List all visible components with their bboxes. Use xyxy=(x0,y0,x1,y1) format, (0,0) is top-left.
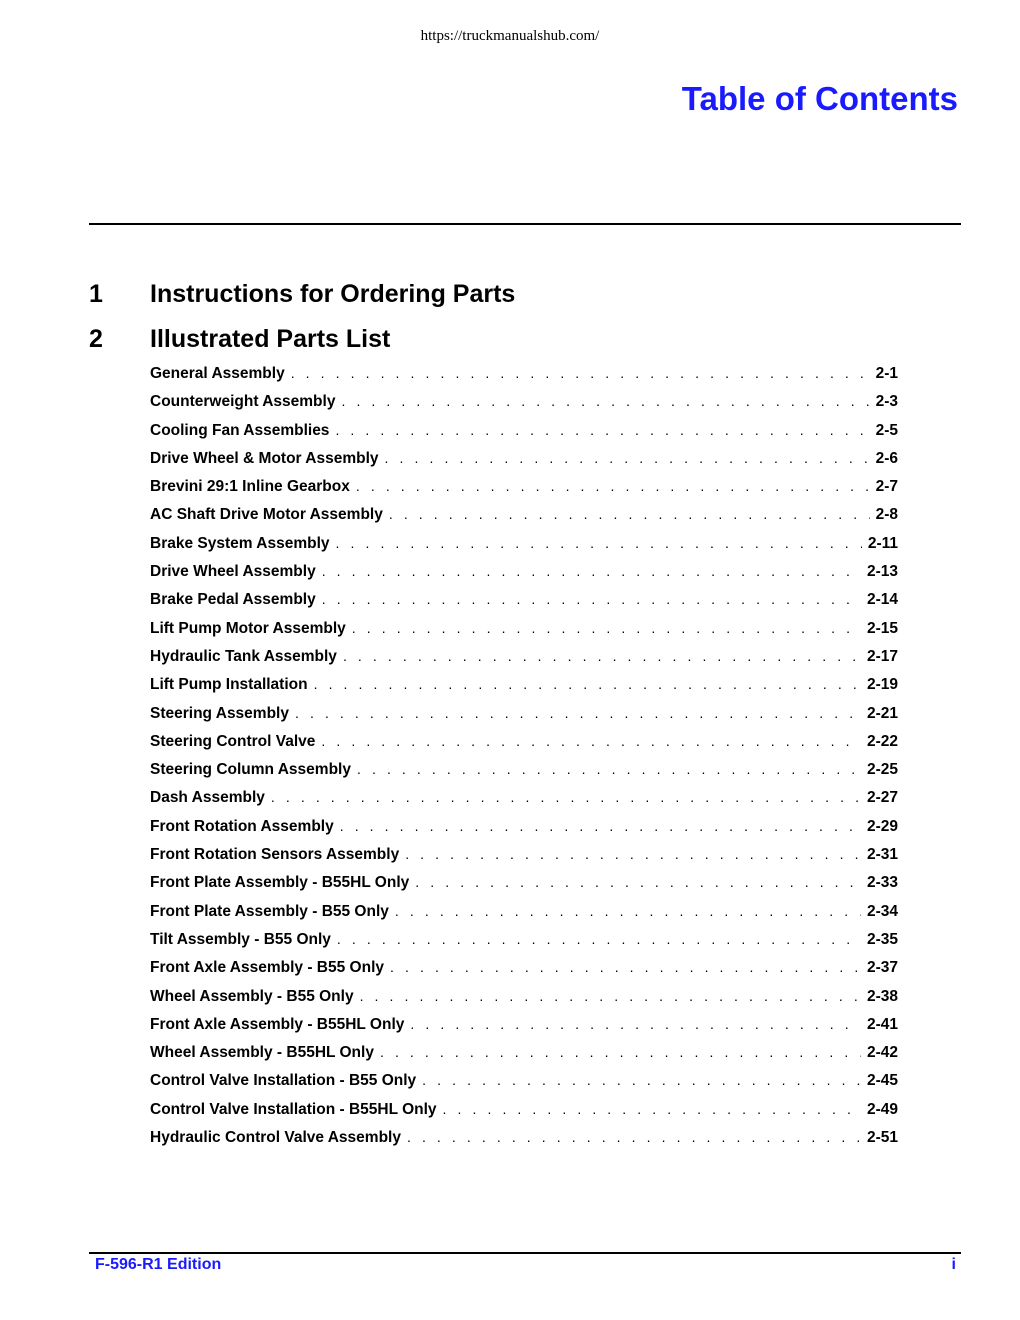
toc-entry[interactable] xyxy=(150,903,898,931)
toc-entry-label: Tilt Assembly - B55 Only xyxy=(150,930,331,948)
toc-entry-label: General Assembly xyxy=(150,365,285,382)
toc-entry[interactable] xyxy=(150,478,898,506)
toc-entry[interactable] xyxy=(150,846,898,874)
dot-leader xyxy=(407,1129,861,1145)
dot-leader xyxy=(390,959,861,975)
toc-entry-page: 2-21 xyxy=(866,704,898,722)
toc-entry-label: Brevini 29:1 Inline Gearbox xyxy=(150,478,350,496)
dot-leader xyxy=(357,761,861,777)
page-number: i xyxy=(951,1256,956,1273)
dot-leader xyxy=(422,1072,861,1088)
toc-entry[interactable] xyxy=(150,591,898,619)
dot-leader xyxy=(443,1101,861,1117)
toc-entry[interactable] xyxy=(150,1016,898,1044)
toc-entry-label: Cooling Fan Assemblies xyxy=(150,421,330,439)
toc-entry-page: 2-7 xyxy=(875,478,898,496)
toc-entry[interactable] xyxy=(150,761,898,789)
toc-entry[interactable] xyxy=(150,365,898,393)
toc-entry[interactable] xyxy=(150,1129,898,1157)
toc-entry-label: Front Rotation Sensors Assembly xyxy=(150,846,400,864)
dot-leader xyxy=(385,450,870,466)
chapter-title: Illustrated Parts List xyxy=(150,325,391,353)
toc-entry-page: 2-6 xyxy=(875,449,898,467)
toc-entry[interactable] xyxy=(150,959,898,987)
dot-leader xyxy=(410,1016,861,1032)
dot-leader xyxy=(389,506,870,522)
header-divider xyxy=(89,223,961,225)
dot-leader xyxy=(321,733,861,749)
dot-leader xyxy=(415,874,861,890)
toc-entry[interactable] xyxy=(150,620,898,648)
toc-entry-page: 2-15 xyxy=(866,619,898,637)
toc-entry-label: Drive Wheel Assembly xyxy=(150,563,316,581)
toc-entry-page: 2-38 xyxy=(866,987,898,1005)
dot-leader xyxy=(314,676,861,692)
footer-divider xyxy=(89,1252,961,1254)
toc-entry[interactable] xyxy=(150,1044,898,1072)
dot-leader xyxy=(340,818,861,834)
toc-entry-page: 2-5 xyxy=(875,421,898,439)
toc-entry-page: 2-37 xyxy=(866,959,898,977)
toc-entry[interactable] xyxy=(150,450,898,478)
dot-leader xyxy=(336,535,862,551)
dot-leader xyxy=(271,789,861,805)
toc-entry-label: Drive Wheel & Motor Assembly xyxy=(150,449,379,467)
dot-leader xyxy=(337,931,861,947)
toc-entry-label: Control Valve Installation - B55HL Only xyxy=(150,1100,437,1118)
toc-entry-label: Wheel Assembly - B55 Only xyxy=(150,987,354,1005)
dot-leader xyxy=(295,705,861,721)
dot-leader xyxy=(352,620,861,636)
toc-entry-label: Control Valve Installation - B55 Only xyxy=(150,1072,417,1090)
dot-leader xyxy=(322,563,861,579)
toc-entry-list xyxy=(150,365,898,1157)
toc-entry-label: Wheel Assembly - B55HL Only xyxy=(150,1044,374,1062)
toc-entry[interactable] xyxy=(150,818,898,846)
toc-entry[interactable] xyxy=(150,506,898,534)
toc-entry-page: 2-11 xyxy=(867,534,898,552)
toc-entry-page: 2-25 xyxy=(866,761,898,779)
toc-entry-label: Dash Assembly xyxy=(150,789,265,807)
edition-label: F-596-R1 Edition xyxy=(95,1256,222,1273)
dot-leader xyxy=(335,422,869,438)
toc-entry-page: 2-35 xyxy=(866,930,898,948)
toc-entry-label: AC Shaft Drive Motor Assembly xyxy=(150,506,383,524)
toc-entry[interactable] xyxy=(150,1101,898,1129)
dot-leader xyxy=(291,365,870,381)
toc-entry-page: 2-13 xyxy=(866,563,898,581)
toc-entry[interactable] xyxy=(150,422,898,450)
chapter-number: 2 xyxy=(89,325,103,353)
dot-leader xyxy=(380,1044,861,1060)
toc-entry[interactable] xyxy=(150,931,898,959)
toc-entry-label: Front Rotation Assembly xyxy=(150,817,334,835)
toc-entry-label: Front Axle Assembly - B55 Only xyxy=(150,959,384,977)
toc-entry-page: 2-8 xyxy=(875,506,898,524)
toc-entry-page: 2-17 xyxy=(866,647,898,665)
toc-entry[interactable] xyxy=(150,563,898,591)
toc-entry[interactable] xyxy=(150,648,898,676)
toc-entry-page: 2-33 xyxy=(866,874,898,892)
toc-entry-label: Front Plate Assembly - B55HL Only xyxy=(150,874,410,892)
toc-entry-label: Front Plate Assembly - B55 Only xyxy=(150,902,389,920)
toc-entry-label: Front Axle Assembly - B55HL Only xyxy=(150,1015,405,1033)
toc-entry-label: Brake Pedal Assembly xyxy=(150,591,316,609)
dot-leader xyxy=(356,478,870,494)
page-title: Table of Contents xyxy=(681,80,958,117)
toc-entry-page: 2-41 xyxy=(866,1015,898,1033)
toc-entry-label: Counterweight Assembly xyxy=(150,393,336,411)
toc-entry-page: 2-22 xyxy=(866,732,898,750)
toc-entry[interactable] xyxy=(150,393,898,421)
dot-leader xyxy=(405,846,861,862)
toc-entry-label: Lift Pump Motor Assembly xyxy=(150,619,346,637)
toc-entry[interactable] xyxy=(150,733,898,761)
dot-leader xyxy=(360,988,861,1004)
toc-entry-page: 2-29 xyxy=(866,817,898,835)
toc-entry-label: Hydraulic Control Valve Assembly xyxy=(150,1129,401,1147)
source-url: https://truckmanualshub.com/ xyxy=(420,28,600,44)
toc-entry[interactable] xyxy=(150,874,898,902)
toc-entry-page: 2-3 xyxy=(875,393,898,411)
toc-entry-page: 2-45 xyxy=(866,1072,898,1090)
toc-entry[interactable] xyxy=(150,676,898,704)
dot-leader xyxy=(343,648,861,664)
toc-entry-label: Steering Column Assembly xyxy=(150,761,351,779)
dot-leader xyxy=(395,903,861,919)
toc-entry-page: 2-27 xyxy=(866,789,898,807)
toc-entry[interactable] xyxy=(150,1072,898,1100)
toc-entry[interactable] xyxy=(150,535,898,563)
toc-entry-label: Brake System Assembly xyxy=(150,534,330,552)
toc-entry-label: Steering Control Valve xyxy=(150,732,316,750)
toc-entry-page: 2-14 xyxy=(866,591,898,609)
toc-entry-label: Steering Assembly xyxy=(150,704,289,722)
toc-entry[interactable] xyxy=(150,705,898,733)
toc-entry-page: 2-31 xyxy=(866,846,898,864)
toc-entry-page: 2-19 xyxy=(866,676,898,694)
dot-leader xyxy=(322,591,861,607)
toc-entry-label: Lift Pump Installation xyxy=(150,676,308,694)
toc-entry-page: 2-49 xyxy=(866,1100,898,1118)
toc-entry-page: 2-42 xyxy=(866,1044,898,1062)
toc-entry[interactable] xyxy=(150,988,898,1016)
chapter-title: Instructions for Ordering Parts xyxy=(150,280,516,308)
toc-entry[interactable] xyxy=(150,789,898,817)
chapter-number: 1 xyxy=(89,280,103,308)
toc-entry-page: 2-34 xyxy=(866,902,898,920)
toc-entry-page: 2-1 xyxy=(875,365,898,382)
toc-entry-page: 2-51 xyxy=(866,1129,898,1147)
dot-leader xyxy=(341,393,869,409)
toc-entry-label: Hydraulic Tank Assembly xyxy=(150,647,337,665)
